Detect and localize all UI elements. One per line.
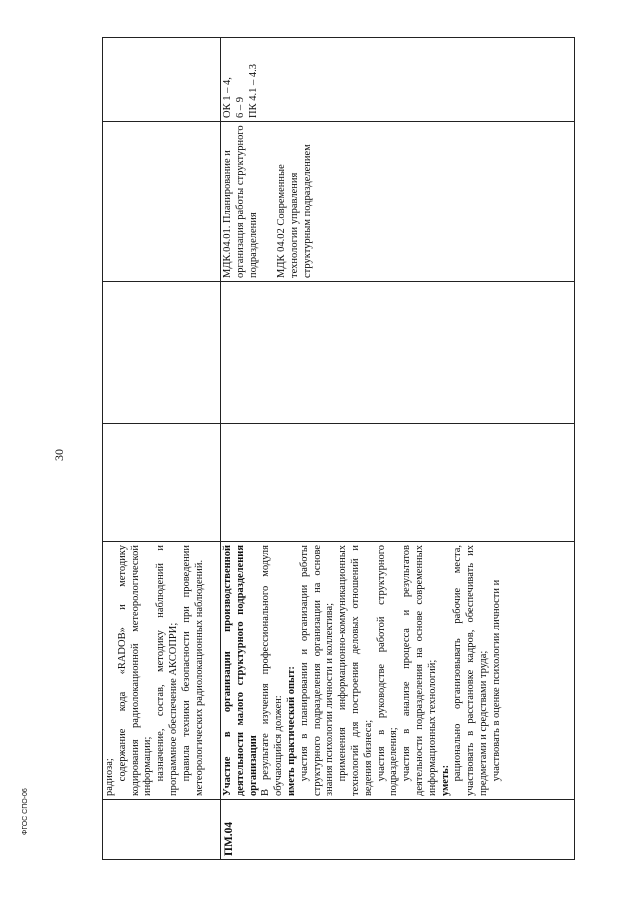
description-cell xyxy=(221,542,575,800)
competency-line: 6 – 9 xyxy=(234,97,246,118)
competency-cell xyxy=(221,38,575,122)
mdk-cell xyxy=(221,122,575,282)
table-row xyxy=(103,38,221,860)
mdk-item: МДК 04.02 Современные технологии управления структурным подразделением xyxy=(276,144,313,278)
page-number: 30 xyxy=(52,449,66,461)
hours-cell xyxy=(103,424,221,542)
practical-item: участия в планировании и организации работы структурного подразделения организации на основе знания психологии личности и коллектива; xyxy=(298,545,336,796)
module-code: ПМ.04 xyxy=(221,800,575,860)
practical-header: иметь практический опыт: xyxy=(285,666,297,796)
mdk-cell xyxy=(103,122,221,282)
hours-cell xyxy=(221,424,575,542)
module-title: Участие в организации производственной деятельности малого структурного подразделения организации xyxy=(222,545,259,796)
description-line: радиоза; xyxy=(104,758,115,796)
hours-cell xyxy=(221,282,575,424)
competency-cell xyxy=(103,38,221,122)
footer-text: ФГОС СПО-06 xyxy=(22,788,29,835)
curriculum-table xyxy=(102,37,575,860)
mdk-item: МДК.04.01. Планирование и организация работы структурного подразделения xyxy=(222,125,259,278)
code-cell xyxy=(103,800,221,860)
table-row xyxy=(221,38,575,860)
rotated-table-container xyxy=(102,38,574,860)
module-intro: В результате изучения профессионального модуля обучающийся должен: xyxy=(260,545,285,796)
competency-line: ПК 4.1 – 4.3 xyxy=(247,64,259,118)
skill-item: рационально организовывать рабочие места, участвовать в расстановке кадров, обеспечивать их предметами и средствами труда; xyxy=(452,545,489,796)
spacer xyxy=(260,125,276,278)
description-line: назначение, состав, методику наблюдений и программное обеспечение АКСОПРИ; xyxy=(155,545,179,796)
skill-item: участвовать в оценке психологии личности и xyxy=(490,579,502,782)
practical-item: применения информационно-коммуникационных технологий для построения деловых отношений и ведения бизнеса; xyxy=(337,545,374,796)
practical-item: участия в руководстве работой структурного подразделения; xyxy=(375,545,400,796)
competency-line: ОК 1 – 4, xyxy=(222,77,233,118)
skills-header: уметь: xyxy=(439,764,451,796)
description-line: правила техники безопасности при проведении метеорологических радиолокационных наблюдений. xyxy=(180,545,205,796)
practical-item: участия в анализе процесса и результатов деятельности подразделения на основе современных информационных технологий; xyxy=(401,545,438,796)
description-cell xyxy=(103,542,221,800)
description-line: содержание кода «RADOB» и методику кодирования радиолокационной метеорологической информации; xyxy=(116,545,154,796)
hours-cell xyxy=(103,282,221,424)
